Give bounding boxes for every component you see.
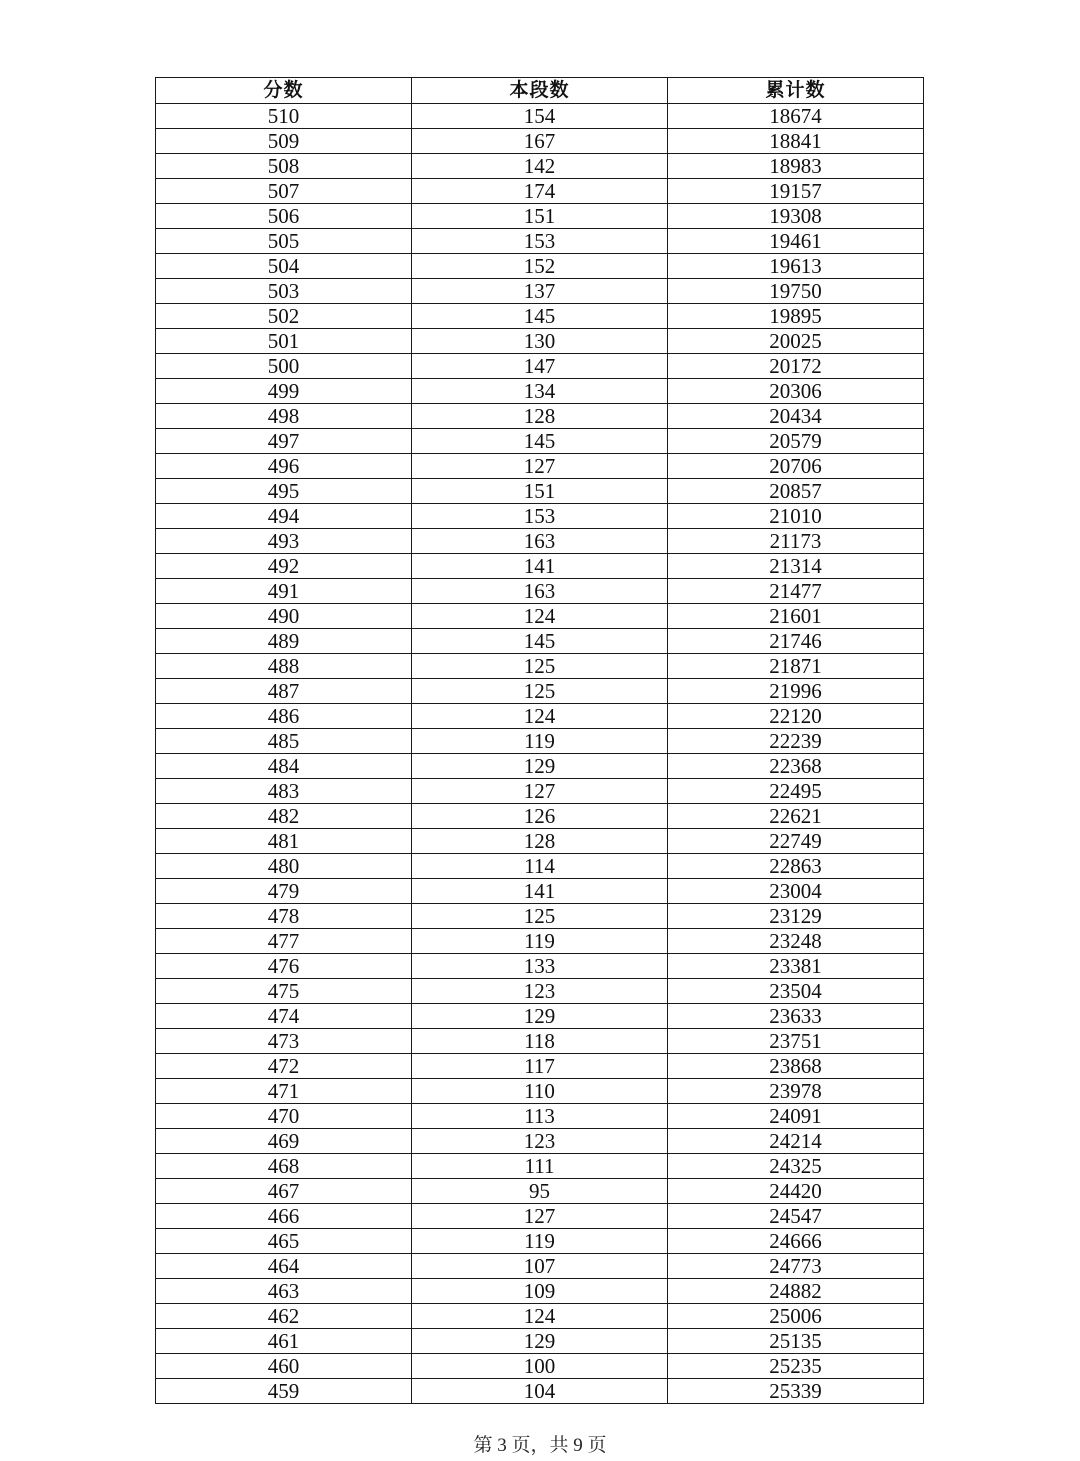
table-row	[156, 1254, 924, 1279]
cell-cumulative-count: 21746	[668, 629, 924, 654]
cell-segment-count: 127	[412, 454, 668, 479]
cell-score: 484	[156, 754, 412, 779]
table-row	[156, 129, 924, 154]
cell-score: 494	[156, 504, 412, 529]
cell-cumulative-count: 21871	[668, 654, 924, 679]
table-row	[156, 804, 924, 829]
table-row	[156, 829, 924, 854]
table-row	[156, 179, 924, 204]
table-row	[156, 1104, 924, 1129]
cell-segment-count: 137	[412, 279, 668, 304]
cell-cumulative-count: 25135	[668, 1329, 924, 1354]
cell-segment-count: 147	[412, 354, 668, 379]
cell-segment-count: 133	[412, 954, 668, 979]
page-number-footer: 第 3 页，共 9 页	[473, 1435, 607, 1456]
cell-score: 500	[156, 354, 412, 379]
cell-segment-count: 125	[412, 679, 668, 704]
table-row	[156, 1054, 924, 1079]
cell-segment-count: 114	[412, 854, 668, 879]
table-row	[156, 429, 924, 454]
cell-cumulative-count: 24420	[668, 1179, 924, 1204]
cell-score: 488	[156, 654, 412, 679]
table-body	[156, 104, 924, 1404]
cell-score: 474	[156, 1004, 412, 1029]
cell-score: 467	[156, 1179, 412, 1204]
cell-cumulative-count: 20434	[668, 404, 924, 429]
cell-segment-count: 153	[412, 504, 668, 529]
cell-cumulative-count: 23129	[668, 904, 924, 929]
cell-cumulative-count: 23978	[668, 1079, 924, 1104]
table-row	[156, 1304, 924, 1329]
cell-segment-count: 163	[412, 529, 668, 554]
cell-segment-count: 154	[412, 104, 668, 129]
cell-cumulative-count: 23248	[668, 929, 924, 954]
cell-segment-count: 111	[412, 1154, 668, 1179]
cell-cumulative-count: 20579	[668, 429, 924, 454]
cell-segment-count: 124	[412, 704, 668, 729]
cell-cumulative-count: 20025	[668, 329, 924, 354]
cell-score: 477	[156, 929, 412, 954]
table-row	[156, 1004, 924, 1029]
table-row	[156, 1279, 924, 1304]
cell-cumulative-count: 22495	[668, 779, 924, 804]
cell-score: 462	[156, 1304, 412, 1329]
cell-cumulative-count: 19613	[668, 254, 924, 279]
cell-segment-count: 117	[412, 1054, 668, 1079]
table-row	[156, 1354, 924, 1379]
cell-score: 464	[156, 1254, 412, 1279]
cell-score: 507	[156, 179, 412, 204]
table-row	[156, 404, 924, 429]
cell-cumulative-count: 25006	[668, 1304, 924, 1329]
cell-cumulative-count: 24325	[668, 1154, 924, 1179]
cell-score: 475	[156, 979, 412, 1004]
cell-cumulative-count: 19895	[668, 304, 924, 329]
table-row	[156, 254, 924, 279]
cell-cumulative-count: 24091	[668, 1104, 924, 1129]
cell-score: 509	[156, 129, 412, 154]
table-row	[156, 979, 924, 1004]
cell-score: 468	[156, 1154, 412, 1179]
cell-segment-count: 95	[412, 1179, 668, 1204]
cell-segment-count: 152	[412, 254, 668, 279]
cell-segment-count: 100	[412, 1354, 668, 1379]
cell-score: 459	[156, 1379, 412, 1404]
cell-cumulative-count: 24882	[668, 1279, 924, 1304]
cell-score: 489	[156, 629, 412, 654]
cell-score: 502	[156, 304, 412, 329]
cell-cumulative-count: 23381	[668, 954, 924, 979]
table-row	[156, 104, 924, 129]
cell-score: 508	[156, 154, 412, 179]
cell-segment-count: 126	[412, 804, 668, 829]
cell-cumulative-count: 21173	[668, 529, 924, 554]
table-row	[156, 1179, 924, 1204]
cell-segment-count: 151	[412, 479, 668, 504]
cell-cumulative-count: 24547	[668, 1204, 924, 1229]
cell-score: 496	[156, 454, 412, 479]
cell-cumulative-count: 19750	[668, 279, 924, 304]
cell-score: 497	[156, 429, 412, 454]
cell-segment-count: 125	[412, 904, 668, 929]
cell-score: 485	[156, 729, 412, 754]
cell-score: 504	[156, 254, 412, 279]
cell-score: 498	[156, 404, 412, 429]
table-row	[156, 354, 924, 379]
cell-cumulative-count: 24773	[668, 1254, 924, 1279]
cell-score: 461	[156, 1329, 412, 1354]
cell-score: 482	[156, 804, 412, 829]
table-row	[156, 154, 924, 179]
cell-score: 487	[156, 679, 412, 704]
cell-cumulative-count: 21996	[668, 679, 924, 704]
cell-segment-count: 128	[412, 404, 668, 429]
cell-score: 473	[156, 1029, 412, 1054]
cell-score: 480	[156, 854, 412, 879]
cell-segment-count: 163	[412, 579, 668, 604]
table-row	[156, 1129, 924, 1154]
column-header-segment-count: 本段数	[412, 78, 668, 104]
cell-cumulative-count: 22120	[668, 704, 924, 729]
score-distribution-table	[155, 77, 924, 1404]
table-row	[156, 579, 924, 604]
cell-segment-count: 128	[412, 829, 668, 854]
cell-score: 492	[156, 554, 412, 579]
cell-score: 470	[156, 1104, 412, 1129]
cell-score: 483	[156, 779, 412, 804]
table-row	[156, 779, 924, 804]
cell-segment-count: 129	[412, 1329, 668, 1354]
cell-segment-count: 124	[412, 604, 668, 629]
cell-segment-count: 119	[412, 929, 668, 954]
cell-segment-count: 129	[412, 1004, 668, 1029]
table-row	[156, 329, 924, 354]
cell-score: 476	[156, 954, 412, 979]
cell-segment-count: 104	[412, 1379, 668, 1404]
cell-segment-count: 118	[412, 1029, 668, 1054]
table-row	[156, 954, 924, 979]
cell-cumulative-count: 25235	[668, 1354, 924, 1379]
cell-score: 501	[156, 329, 412, 354]
table-row	[156, 1154, 924, 1179]
cell-segment-count: 141	[412, 879, 668, 904]
cell-score: 463	[156, 1279, 412, 1304]
cell-segment-count: 119	[412, 1229, 668, 1254]
table-row	[156, 479, 924, 504]
cell-score: 493	[156, 529, 412, 554]
cell-score: 490	[156, 604, 412, 629]
cell-segment-count: 110	[412, 1079, 668, 1104]
column-header-score: 分数	[156, 78, 412, 104]
cell-cumulative-count: 25339	[668, 1379, 924, 1404]
table-row	[156, 729, 924, 754]
table-row	[156, 929, 924, 954]
cell-cumulative-count: 23751	[668, 1029, 924, 1054]
cell-cumulative-count: 18674	[668, 104, 924, 129]
cell-segment-count: 127	[412, 1204, 668, 1229]
cell-cumulative-count: 21010	[668, 504, 924, 529]
table-row	[156, 304, 924, 329]
cell-score: 495	[156, 479, 412, 504]
column-header-cumulative-count: 累计数	[668, 78, 924, 104]
cell-cumulative-count: 23504	[668, 979, 924, 1004]
cell-cumulative-count: 20706	[668, 454, 924, 479]
cell-cumulative-count: 22863	[668, 854, 924, 879]
table-row	[156, 904, 924, 929]
table-row	[156, 754, 924, 779]
cell-cumulative-count: 19461	[668, 229, 924, 254]
cell-segment-count: 124	[412, 1304, 668, 1329]
table-row	[156, 654, 924, 679]
cell-segment-count: 109	[412, 1279, 668, 1304]
table-row	[156, 229, 924, 254]
table-row	[156, 1329, 924, 1354]
cell-cumulative-count: 24666	[668, 1229, 924, 1254]
table-row	[156, 629, 924, 654]
table-row	[156, 679, 924, 704]
cell-cumulative-count: 19157	[668, 179, 924, 204]
cell-segment-count: 142	[412, 154, 668, 179]
cell-segment-count: 145	[412, 629, 668, 654]
table-row	[156, 604, 924, 629]
table-row	[156, 704, 924, 729]
cell-cumulative-count: 18983	[668, 154, 924, 179]
cell-score: 478	[156, 904, 412, 929]
cell-score: 510	[156, 104, 412, 129]
cell-cumulative-count: 18841	[668, 129, 924, 154]
cell-cumulative-count: 23004	[668, 879, 924, 904]
cell-cumulative-count: 21314	[668, 554, 924, 579]
cell-score: 471	[156, 1079, 412, 1104]
cell-score: 486	[156, 704, 412, 729]
cell-cumulative-count: 21601	[668, 604, 924, 629]
table-row	[156, 554, 924, 579]
cell-cumulative-count: 22368	[668, 754, 924, 779]
table-row	[156, 1229, 924, 1254]
cell-score: 466	[156, 1204, 412, 1229]
table-row	[156, 204, 924, 229]
table-row	[156, 854, 924, 879]
cell-segment-count: 145	[412, 429, 668, 454]
table-row	[156, 504, 924, 529]
cell-segment-count: 153	[412, 229, 668, 254]
cell-cumulative-count: 23868	[668, 1054, 924, 1079]
cell-segment-count: 119	[412, 729, 668, 754]
cell-score: 491	[156, 579, 412, 604]
cell-score: 481	[156, 829, 412, 854]
cell-cumulative-count: 23633	[668, 1004, 924, 1029]
cell-cumulative-count: 19308	[668, 204, 924, 229]
cell-segment-count: 130	[412, 329, 668, 354]
table-row	[156, 279, 924, 304]
cell-score: 472	[156, 1054, 412, 1079]
cell-segment-count: 167	[412, 129, 668, 154]
cell-segment-count: 113	[412, 1104, 668, 1129]
cell-segment-count: 129	[412, 754, 668, 779]
cell-segment-count: 151	[412, 204, 668, 229]
cell-segment-count: 145	[412, 304, 668, 329]
cell-cumulative-count: 22239	[668, 729, 924, 754]
table-row	[156, 454, 924, 479]
cell-segment-count: 134	[412, 379, 668, 404]
table-header-row	[156, 78, 924, 104]
cell-score: 506	[156, 204, 412, 229]
cell-score: 499	[156, 379, 412, 404]
table-row	[156, 1379, 924, 1404]
table-row	[156, 1204, 924, 1229]
cell-segment-count: 174	[412, 179, 668, 204]
cell-cumulative-count: 20857	[668, 479, 924, 504]
cell-score: 469	[156, 1129, 412, 1154]
cell-cumulative-count: 20172	[668, 354, 924, 379]
cell-score: 465	[156, 1229, 412, 1254]
cell-score: 460	[156, 1354, 412, 1379]
cell-cumulative-count: 22621	[668, 804, 924, 829]
cell-segment-count: 125	[412, 654, 668, 679]
cell-segment-count: 107	[412, 1254, 668, 1279]
cell-segment-count: 141	[412, 554, 668, 579]
cell-segment-count: 123	[412, 979, 668, 1004]
cell-score: 505	[156, 229, 412, 254]
cell-score: 479	[156, 879, 412, 904]
cell-cumulative-count: 21477	[668, 579, 924, 604]
cell-score: 503	[156, 279, 412, 304]
table-row	[156, 1029, 924, 1054]
cell-segment-count: 123	[412, 1129, 668, 1154]
table-row	[156, 529, 924, 554]
cell-cumulative-count: 22749	[668, 829, 924, 854]
cell-cumulative-count: 20306	[668, 379, 924, 404]
table-row	[156, 379, 924, 404]
cell-cumulative-count: 24214	[668, 1129, 924, 1154]
table-row	[156, 879, 924, 904]
cell-segment-count: 127	[412, 779, 668, 804]
table-row	[156, 1079, 924, 1104]
